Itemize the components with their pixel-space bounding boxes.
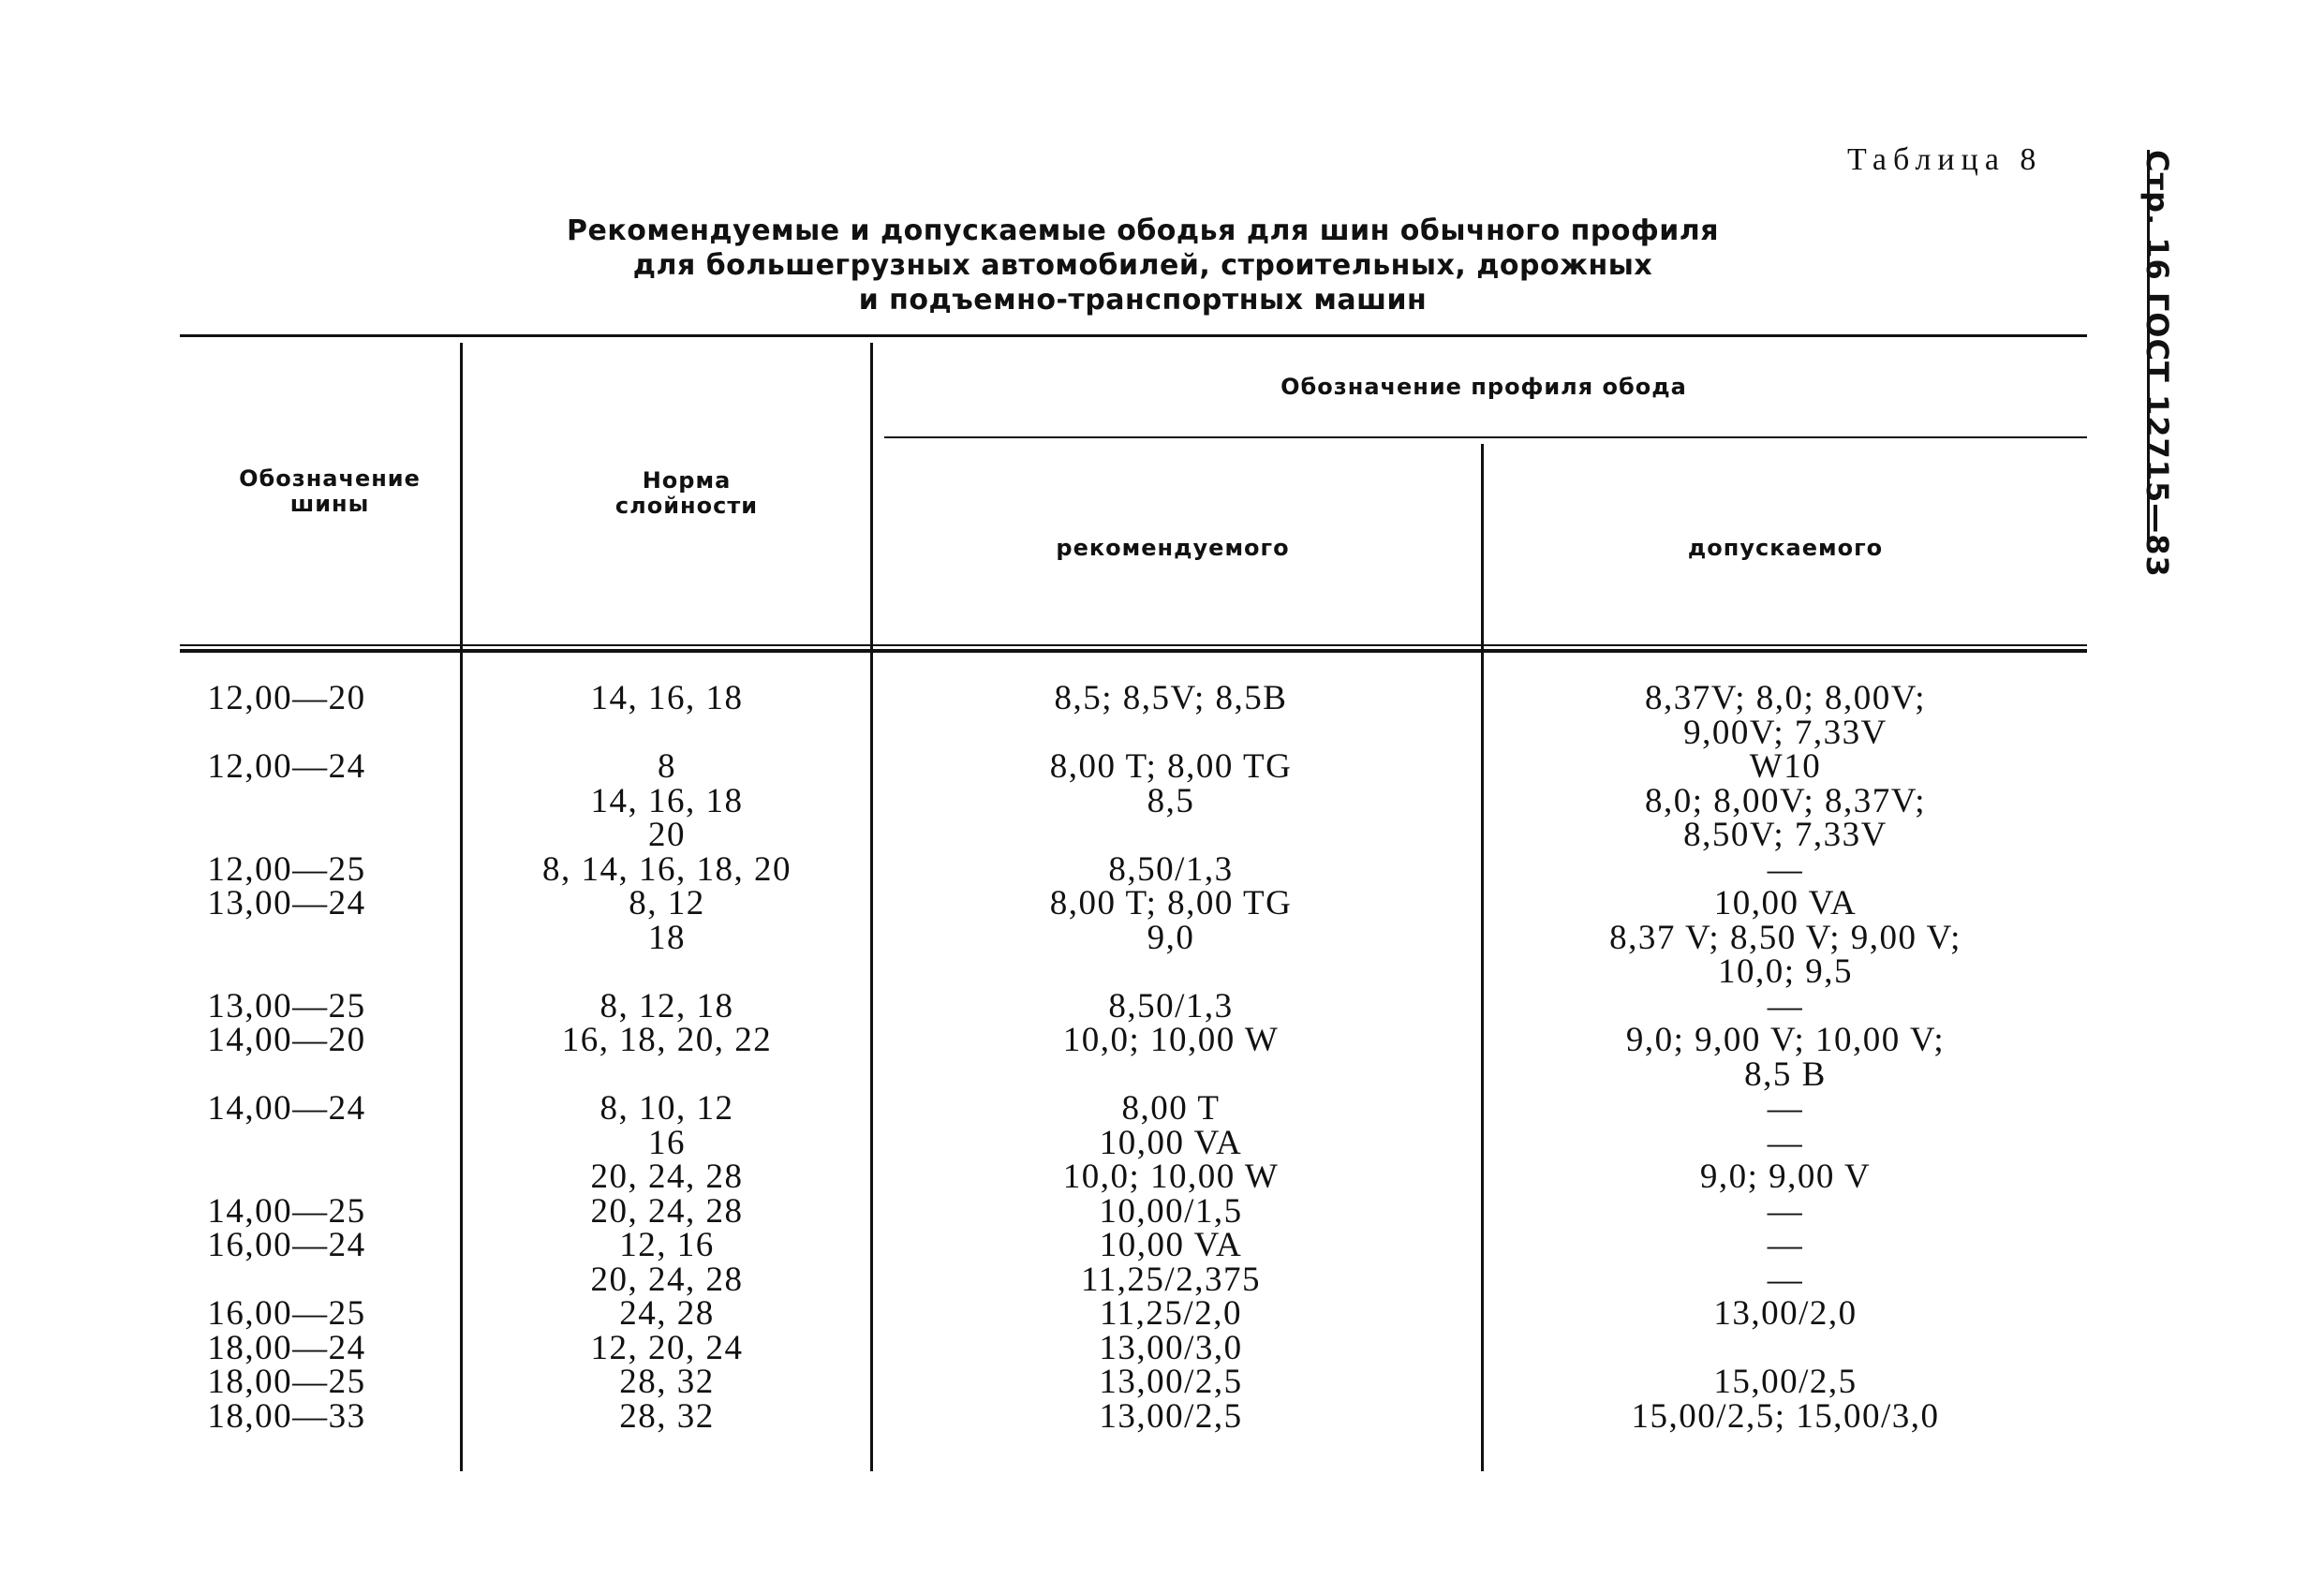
rim-header-rule [884,436,2087,438]
recommended-rim-cell: 10,00 VA [1099,1123,1243,1162]
table-row [0,849,2324,889]
table-title [393,214,1892,317]
tire-designation-cell: 13,00—24 [207,884,366,922]
ply-rating-cell: 24, 28 [619,1294,715,1333]
table-row [0,1123,2324,1162]
title-line: для большегрузных автомобилей, строительных, дорожных [632,249,1653,282]
ply-rating-cell: 28, 32 [619,1396,715,1436]
header-ply-line: слойности [614,493,759,519]
recommended-rim-cell: 8,00 T; 8,00 TG [1049,747,1293,786]
recommended-rim-cell: 8,5; 8,5V; 8,5B [1054,679,1288,717]
ply-rating-cell: 8, 10, 12 [600,1089,734,1128]
allowed-rim-cell: W10 [1749,747,1822,786]
recommended-rim-cell: 11,25/2,0 [1100,1294,1242,1333]
ply-rating-cell: 8 [658,747,676,786]
ply-rating-cell: 14, 16, 18 [590,781,744,820]
tire-designation-cell: 18,00—33 [207,1396,366,1436]
allowed-rim-cell: 15,00/2,5 [1713,1363,1858,1401]
table-row [0,747,2324,786]
allowed-rim-cell: 8,0; 8,00V; 8,37V; [1644,781,1927,820]
table-row [0,884,2324,922]
recommended-rim-cell: 8,50/1,3 [1108,849,1234,889]
allowed-rim-cell: 13,00/2,0 [1713,1294,1858,1333]
title-line: Рекомендуемые и допускаемые ободья для шин обычного профиля [567,214,1719,247]
allowed-rim-cell: — [1767,1089,1804,1128]
header-ply [615,468,758,519]
recommended-rim-cell: 13,00/2,5 [1099,1363,1243,1401]
header-bottom-rule [180,644,2087,646]
ply-rating-cell: 8, 12 [629,884,705,922]
tire-designation-cell: 13,00—25 [207,986,366,1025]
header-recommended: рекомендуемого [1056,535,1290,561]
table-row [0,1021,2324,1059]
recommended-rim-cell: 8,00 T; 8,00 TG [1049,884,1293,922]
allowed-rim-cell: 9,0; 9,00 V [1699,1158,1872,1196]
allowed-rim-cell: — [1767,1226,1804,1264]
table-row [0,1328,2324,1367]
ply-rating-cell: 20, 24, 28 [590,1260,744,1299]
allowed-rim-cell: 8,37V; 8,0; 8,00V; [1644,679,1927,717]
tire-designation-cell: 18,00—24 [207,1328,366,1367]
allowed-rim-cell: — [1767,986,1804,1025]
recommended-rim-cell: 11,25/2,375 [1081,1260,1261,1299]
ply-rating-cell: 20, 24, 28 [590,1191,744,1231]
header-rim-profile: Обозначение профиля обода [1280,374,1687,400]
recommended-rim-cell: 8,5 [1147,781,1195,820]
side-page-header: Стр. 16 ГОСТ 12715—83 [2139,150,2175,578]
ply-rating-cell: 12, 20, 24 [590,1328,744,1367]
allowed-rim-cell: — [1767,1191,1804,1231]
allowed-rim-cell: 9,0; 9,00 V; 10,00 V; [1625,1021,1946,1059]
tire-designation-cell: 18,00—25 [207,1363,366,1401]
allowed-rim-cell: 8,5 B [1744,1055,1827,1094]
recommended-rim-cell: 10,00 VA [1099,1226,1243,1264]
allowed-rim-cell: 9,00V; 7,33V [1683,713,1887,752]
recommended-rim-cell: 13,00/2,5 [1099,1396,1243,1436]
table-label: Таблица 8 [1847,142,2043,177]
recommended-rim-cell: 10,00/1,5 [1099,1191,1243,1231]
table-row [0,1160,2324,1195]
table-row [0,1294,2324,1333]
tire-designation-cell: 12,00—25 [207,849,366,889]
recommended-rim-cell: 10,0; 10,00 W [1062,1021,1280,1059]
table-row [0,781,2324,820]
table-row [0,1226,2324,1264]
table-row [0,1396,2324,1436]
tire-designation-cell: 14,00—24 [207,1089,366,1128]
table-row [0,986,2324,1025]
allowed-rim-cell: — [1767,1260,1804,1299]
header-allowed: допускаемого [1687,535,1884,561]
ply-rating-cell: 14, 16, 18 [590,679,744,717]
title-line: и подъемно-транспортных машин [858,284,1428,317]
table-row [0,679,2324,717]
table-row [0,713,2324,752]
table-row [0,952,2324,991]
recommended-rim-cell: 8,50/1,3 [1108,986,1234,1025]
tire-designation-cell: 12,00—24 [207,747,366,786]
header-tire-line: шины [289,491,370,517]
table-row [0,1055,2324,1094]
recommended-rim-cell: 10,0; 10,00 W [1062,1158,1280,1196]
tire-designation-cell: 14,00—20 [207,1021,366,1059]
ply-rating-cell: 16 [648,1123,686,1162]
recommended-rim-cell: 8,00 T [1121,1089,1221,1128]
allowed-rim-cell: — [1767,849,1804,889]
ply-rating-cell: 8, 12, 18 [600,986,734,1025]
tire-designation-cell: 16,00—25 [207,1294,366,1333]
recommended-rim-cell: 13,00/3,0 [1099,1328,1243,1367]
allowed-rim-cell: 8,50V; 7,33V [1683,816,1887,854]
table-row [0,816,2324,854]
table-body [0,679,2324,1436]
ply-rating-cell: 28, 32 [619,1363,715,1401]
allowed-rim-cell: 8,37 V; 8,50 V; 9,00 V; [1609,918,1961,957]
header-tire [239,466,421,517]
table-top-rule [180,334,2087,337]
table-row [0,1260,2324,1299]
ply-rating-cell: 8, 14, 16, 18, 20 [542,849,792,889]
recommended-rim-cell: 9,0 [1147,918,1195,957]
header-tire-line: Обозначение [239,465,421,492]
table-row [0,1365,2324,1400]
tire-designation-cell: 16,00—24 [207,1226,366,1264]
header-bottom-rule-2 [180,649,2087,653]
table-row [0,918,2324,957]
allowed-rim-cell: 10,0; 9,5 [1717,952,1854,991]
allowed-rim-cell: 15,00/2,5; 15,00/3,0 [1631,1396,1940,1436]
ply-rating-cell: 20, 24, 28 [590,1158,744,1196]
table-row [0,1191,2324,1231]
tire-designation-cell: 12,00—20 [207,679,366,717]
allowed-rim-cell: 10,00 VA [1713,884,1858,922]
ply-rating-cell: 18 [648,918,686,957]
ply-rating-cell: 16, 18, 20, 22 [561,1021,773,1059]
table-row [0,1089,2324,1128]
ply-rating-cell: 20 [648,816,686,854]
header-ply-line: Норма [642,467,732,494]
ply-rating-cell: 12, 16 [619,1226,715,1264]
allowed-rim-cell: — [1767,1123,1804,1162]
tire-designation-cell: 14,00—25 [207,1191,366,1231]
